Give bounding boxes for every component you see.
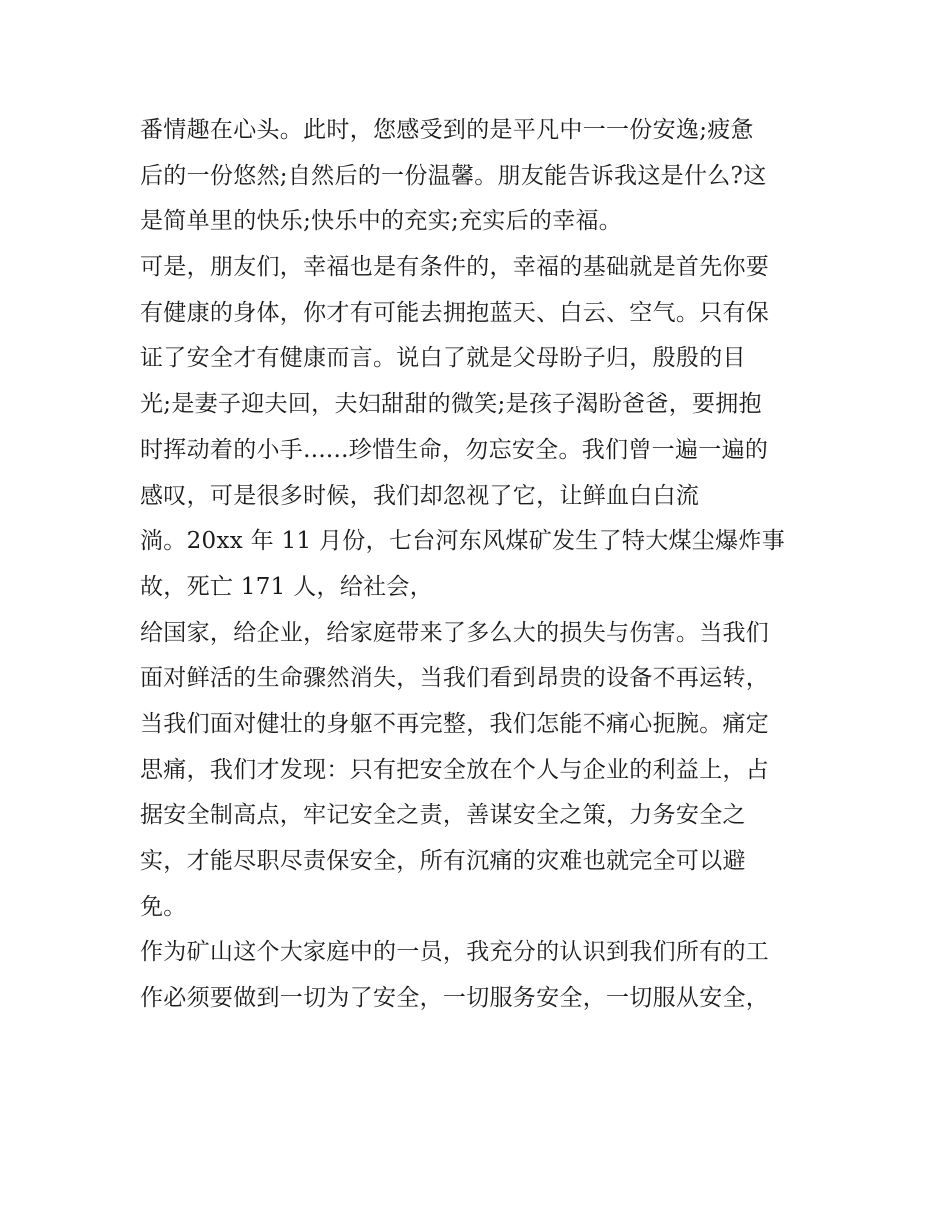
text-line: 后的一份悠然;自然后的一份温馨。朋友能告诉我这是什么?这 xyxy=(140,162,767,189)
text-line: 给国家，给企业，给家庭带来了多么大的损失与伤害。当我们 xyxy=(140,619,770,646)
text-line: 感叹，可是很多时候，我们却忽视了它，让鲜血白白流 xyxy=(140,482,700,509)
text-line: 番情趣在心头。此时，您感受到的是平凡中一一份安逸;疲惫 xyxy=(140,117,754,143)
text-line: 证了安全才有健康而言。说白了就是父母盼子归，殷殷的目 xyxy=(140,345,746,372)
text-line: 作为矿山这个大家庭中的一员，我充分的认识到我们所有的工 xyxy=(140,939,770,966)
document-body xyxy=(140,108,830,1022)
text-line: 淌。20xx 年 11 月份，七台河东风煤矿发生了特大煤尘爆炸事 xyxy=(140,528,786,555)
text-line: 是简单里的快乐;快乐中的充实;充实后的幸福。 xyxy=(140,208,623,235)
text-line: 思痛，我们才发现：只有把安全放在个人与企业的利益上，占 xyxy=(140,756,770,783)
text-line: 时挥动着的小手......珍惜生命，勿忘安全。我们曾一遍一遍的 xyxy=(140,436,769,463)
text-line: 据安全制高点，牢记安全之责，善谋安全之策，力务安全之 xyxy=(140,802,746,829)
text-line: 有健康的身体，你才有可能去拥抱蓝天、白云、空气。只有保 xyxy=(140,299,770,326)
text-line: 故，死亡 171 人，给社会， xyxy=(140,573,434,600)
text-line: 面对鲜活的生命骤然消失，当我们看到昂贵的设备不再运转， xyxy=(140,665,770,692)
text-line: 当我们面对健壮的身躯不再完整，我们怎能不痛心扼腕。痛定 xyxy=(140,710,770,737)
text-line: 可是，朋友们，幸福也是有条件的，幸福的基础就是首先你要 xyxy=(140,254,770,281)
text-line: 作必须要做到一切为了安全，一切服务安全，一切服从安全， xyxy=(140,985,770,1012)
text-line: 光;是妻子迎夫回，夫妇甜甜的微笑;是孩子渴盼爸爸，要拥抱 xyxy=(140,391,762,418)
text-line: 免。 xyxy=(140,893,187,920)
text-line: 实，才能尽职尽责保安全，所有沉痛的灾难也就完全可以避 xyxy=(140,848,746,874)
